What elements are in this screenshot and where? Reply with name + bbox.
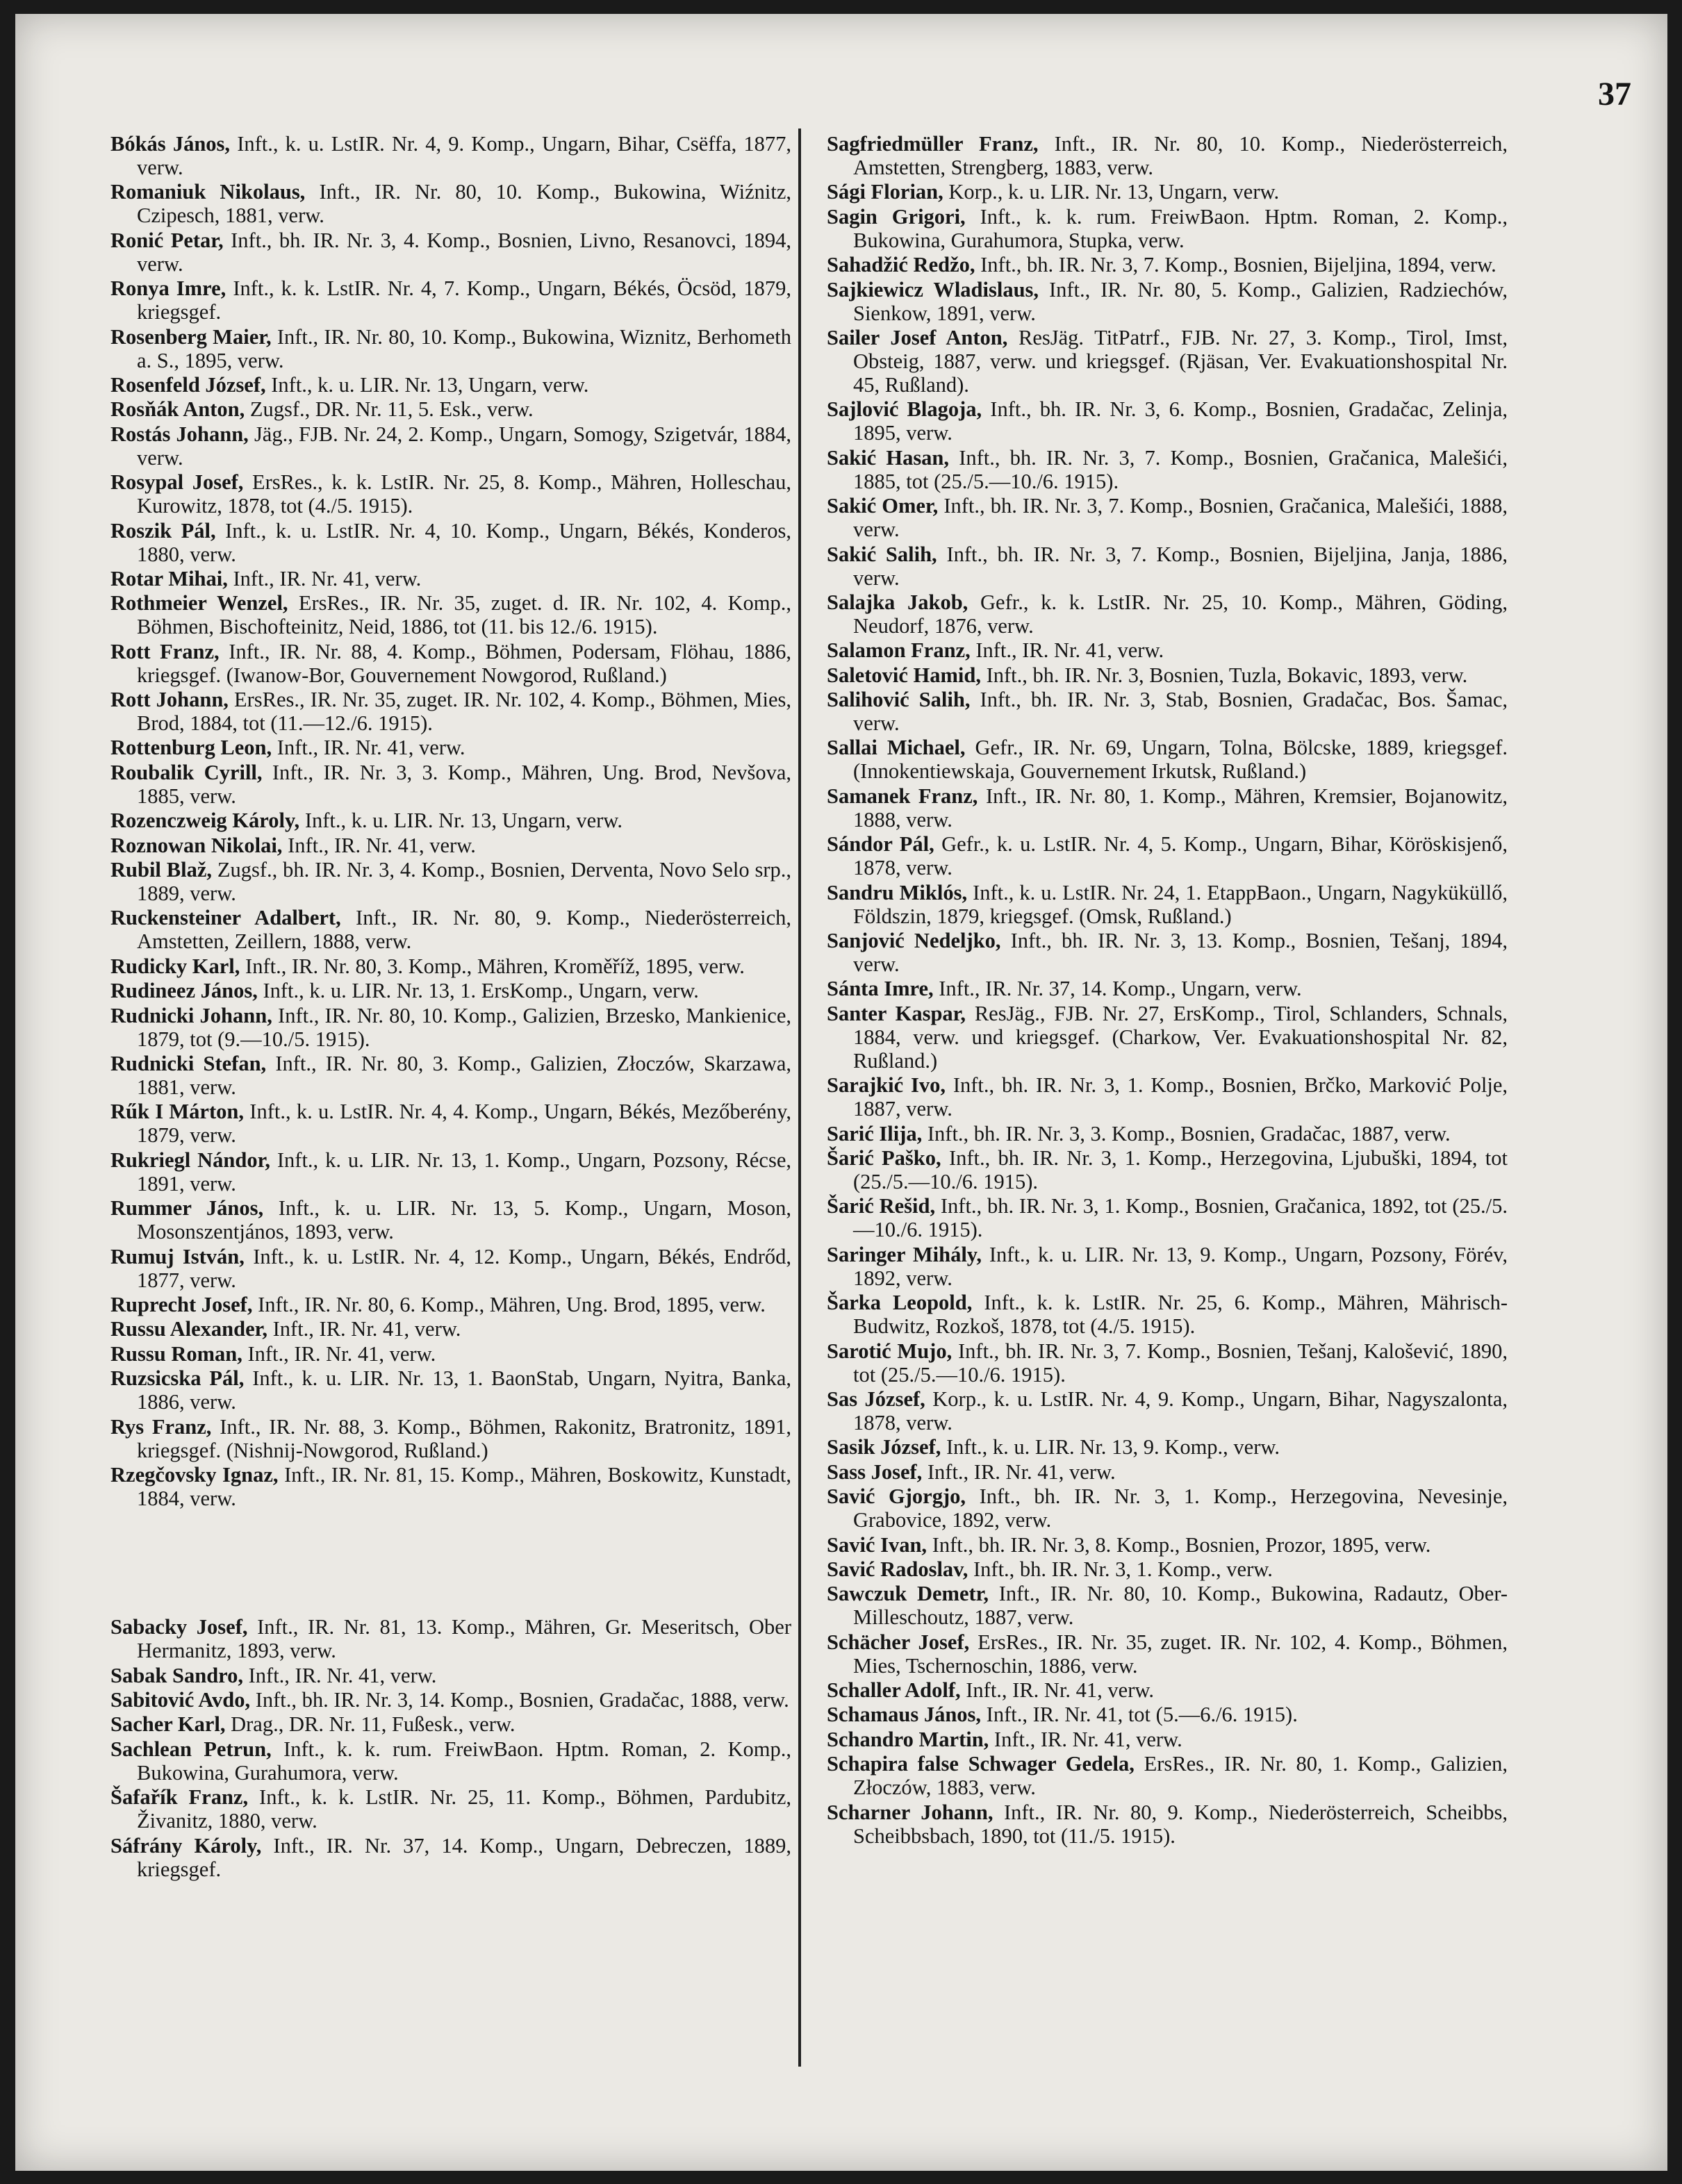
entry-details: Inft., bh. IR. Nr. 3, 1. Komp., Bosnien, Brčko, Marković Polje, 1887, verw. <box>853 1073 1508 1121</box>
entry-details: Gefr., k. k. LstIR. Nr. 25, 10. Komp., Mähren, Göding, Neudorf, 1876, verw. <box>853 590 1508 638</box>
entry-name: Sandru Miklós, <box>827 880 968 904</box>
entry-name: Salihović Salih, <box>827 688 971 712</box>
entry-details: Inft., IR. Nr. 80, 6. Komp., Mähren, Ung. Brod, 1895, verw. <box>258 1292 766 1316</box>
entry-name: Russu Roman, <box>110 1341 242 1366</box>
register-entry <box>827 1460 1508 1484</box>
entry-details: ErsRes., k. k. LstIR. Nr. 25, 8. Komp., Mähren, Holleschau, Kurowitz, 1878, tot (4./5. 1915). <box>137 470 792 518</box>
entry-details: Inft., IR. Nr. 80, 5. Komp., Galizien, Radziechów, Sienkow, 1891, verw. <box>853 277 1508 325</box>
register-entry <box>827 1387 1508 1434</box>
entry-details: Inft., bh. IR. Nr. 3, 1. Komp., Herzegovina, Nevesinje, Grabovice, 1892, verw. <box>853 1484 1508 1532</box>
register-entry <box>110 1052 791 1099</box>
entry-details: Inft., bh. IR. Nr. 3, 7. Komp., Bosnien, Bijeljina, 1894, verw. <box>980 253 1497 277</box>
entry-details: Inft., bh. IR. Nr. 3, 7. Komp., Bosnien, Gračanica, Malešići, 1888, verw. <box>853 494 1508 542</box>
entry-details: Inft., k. u. LIR. Nr. 13, 1. Komp., Ungarn, Pozsony, Récse, 1891, verw. <box>137 1148 791 1196</box>
entry-details: ErsRes., IR. Nr. 35, zuget. IR. Nr. 102, 4. Komp., Böhmen, Mies, Tschernoschin, 1886, verw. <box>853 1630 1508 1678</box>
entry-details: Inft., IR. Nr. 88, 3. Komp., Böhmen, Rakonitz, Bratronitz, 1891, kriegsgef. (Nishnij-Nowgorod, Rußland.) <box>137 1414 792 1462</box>
register-entry <box>827 1243 1508 1290</box>
entry-details: Inft., bh. IR. Nr. 3, 1. Komp., verw. <box>973 1557 1273 1581</box>
entry-list-s-continued <box>827 132 1508 1848</box>
entry-details: Inft., k. u. LIR. Nr. 13, 1. ErsKomp., Ungarn, verw. <box>263 979 699 1003</box>
register-entry <box>110 1148 791 1196</box>
entry-details: Inft., IR. Nr. 81, 15. Komp., Mähren, Boskowitz, Kunstadt, 1884, verw. <box>137 1462 792 1510</box>
entry-name: Sabacky Josef, <box>110 1615 248 1639</box>
entry-details: Inft., bh. IR. Nr. 3, Bosnien, Tuzla, Bokavic, 1893, verw. <box>986 663 1468 687</box>
entry-details: ResJäg., FJB. Nr. 27, ErsKomp., Tirol, Schlanders, Schnals, 1884, verw. und kriegsgef. (Charkow, Ver. Evakuationshospital Nr. 82, Rußland.) <box>853 1001 1508 1073</box>
entry-details: Zugsf., bh. IR. Nr. 3, 4. Komp., Bosnien, Derventa, Novo Selo srp., 1889, verw. <box>137 858 791 906</box>
register-entry <box>827 977 1508 1000</box>
register-entry <box>827 397 1508 445</box>
entry-details: Jäg., FJB. Nr. 24, 2. Komp., Ungarn, Somogy, Szigetvár, 1884, verw. <box>137 422 792 470</box>
entry-name: Samanek Franz, <box>827 784 978 808</box>
register-entry <box>827 253 1508 276</box>
entry-details: Korp., k. u. LIR. Nr. 13, Ungarn, verw. <box>948 180 1280 204</box>
entry-name: Šarić Rešid, <box>827 1194 936 1218</box>
register-entry <box>110 640 791 687</box>
entry-name: Rumuj István, <box>110 1244 245 1268</box>
entry-name: Sacher Karl, <box>110 1712 226 1737</box>
entry-name: Rummer János, <box>110 1196 264 1221</box>
entry-list-r <box>110 132 791 1510</box>
entry-details: Inft., bh. IR. Nr. 3, 8. Komp., Bosnien, Prozor, 1895, verw. <box>932 1532 1431 1557</box>
entry-name: Schächer Josef, <box>827 1630 970 1654</box>
document-page <box>15 14 1667 2171</box>
entry-details: Inft., k. u. LstIR. Nr. 4, 4. Komp., Ungarn, Békés, Mezőberény, 1879, verw. <box>137 1100 792 1148</box>
entry-name: Sakić Hasan, <box>827 445 950 470</box>
entry-name: Rys Franz, <box>110 1414 212 1439</box>
register-entry <box>827 1339 1508 1387</box>
entry-details: Inft., bh. IR. Nr. 3, Stab, Bosnien, Gradačac, Bos. Šamac, verw. <box>853 688 1508 736</box>
entry-details: Inft., bh. IR. Nr. 3, 7. Komp., Bosnien, Gračanica, Malešići, 1885, tot (25./5.—10./6. 1915). <box>853 445 1508 493</box>
entry-name: Sáfrány Károly, <box>110 1833 262 1858</box>
entry-name: Sajlović Blagoja, <box>827 397 982 422</box>
register-entry <box>827 180 1508 204</box>
entry-name: Rudineez János, <box>110 979 258 1003</box>
entry-name: Savić Radoslav, <box>827 1557 968 1581</box>
entry-name: Sahadžić Redžo, <box>827 253 975 277</box>
section-gap <box>110 1511 791 1615</box>
entry-name: Savić Gjorgjo, <box>827 1484 966 1509</box>
register-entry <box>827 832 1508 879</box>
register-entry <box>827 1752 1508 1799</box>
register-entry <box>827 784 1508 832</box>
entry-name: Rűk I Márton, <box>110 1100 244 1124</box>
entry-details: Inft., k. k. LstIR. Nr. 25, 6. Komp., Mähren, Mährisch-Budwitz, Rozkoš, 1878, tot (4./5. 1915). <box>853 1291 1508 1339</box>
register-entry <box>110 180 791 227</box>
register-entry <box>110 397 791 421</box>
entry-name: Rudnicki Johann, <box>110 1003 272 1027</box>
register-entry <box>110 1785 791 1833</box>
entry-details: Drag., DR. Nr. 11, Fußesk., verw. <box>231 1712 516 1737</box>
entry-name: Sachlean Petrun, <box>110 1737 272 1761</box>
register-entry <box>827 1484 1508 1532</box>
entry-details: Inft., IR. Nr. 41, verw. <box>288 833 476 857</box>
register-entry <box>110 954 791 978</box>
entry-name: Rosňák Anton, <box>110 397 245 422</box>
entry-details: Inft., IR. Nr. 80, 9. Komp., Niederösterreich, Scheibbs, Scheibbsbach, 1890, tot (11./5. 1915). <box>853 1800 1508 1848</box>
entry-name: Rosenfeld József, <box>110 372 266 397</box>
entry-details: Inft., k. u. LIR. Nr. 13, 1. BaonStab, Ungarn, Nyitra, Banka, 1886, verw. <box>137 1366 792 1414</box>
entry-details: ErsRes., IR. Nr. 35, zuget. IR. Nr. 102, 4. Komp., Böhmen, Mies, Brod, 1884, tot (11.—12./6. 1915). <box>137 688 792 736</box>
entry-details: Inft., IR. Nr. 80, 10. Komp., Bukowina, Wiznitz, Berhometh a. S., 1895, verw. <box>137 324 791 372</box>
register-entry <box>110 1664 791 1687</box>
entry-name: Rothmeier Wenzel, <box>110 591 288 615</box>
register-entry <box>827 446 1508 493</box>
entry-details: Inft., k. k. LstIR. Nr. 4, 7. Komp., Ungarn, Békés, Öcsöd, 1879, kriegsgef. <box>137 276 792 324</box>
register-entry <box>110 1737 791 1785</box>
entry-details: Inft., k. u. LIR. Nr. 13, Ungarn, verw. <box>304 809 622 833</box>
entry-details: Inft., IR. Nr. 41, verw. <box>993 1727 1182 1751</box>
entry-details: Inft., bh. IR. Nr. 3, 1. Komp., Bosnien, Gračanica, 1892, tot (25./5.—10./6. 1915). <box>853 1194 1508 1242</box>
entry-details: Inft., k. u. LstIR. Nr. 4, 12. Komp., Ungarn, Békés, Endrőd, 1877, verw. <box>137 1244 792 1292</box>
entry-details: Inft., IR. Nr. 41, verw. <box>927 1459 1116 1484</box>
entry-name: Sallai Michael, <box>827 736 966 760</box>
register-entry <box>827 663 1508 687</box>
entry-name: Rozenczweig Károly, <box>110 809 300 833</box>
entry-name: Salajka Jakob, <box>827 590 968 614</box>
register-entry <box>110 736 791 759</box>
entry-details: Inft., bh. IR. Nr. 3, 13. Komp., Bosnien, Tešanj, 1894, verw. <box>853 929 1508 977</box>
entry-name: Sajkiewicz Wladislaus, <box>827 277 1039 301</box>
entry-name: Rudicky Karl, <box>110 954 240 978</box>
entry-details: Gefr., IR. Nr. 69, Ungarn, Tolna, Bölcske, 1889, kriegsgef. (Innokentiewskaja, Gouvernement Irkutsk, Rußland.) <box>853 736 1508 784</box>
register-entry <box>827 1630 1508 1678</box>
entry-name: Rukriegl Nándor, <box>110 1148 270 1172</box>
register-entry <box>827 205 1508 252</box>
entry-name: Schapira false Schwager Gedela, <box>827 1752 1135 1776</box>
register-entry <box>110 761 791 808</box>
entry-details: Inft., k. u. LstIR. Nr. 4, 10. Komp., Ungarn, Békés, Konderos, 1880, verw. <box>137 518 792 566</box>
entry-details: Korp., k. u. LstIR. Nr. 4, 9. Komp., Ungarn, Bihar, Nagyszalonta, 1878, verw. <box>853 1387 1508 1434</box>
entry-name: Sabitović Avdo, <box>110 1688 251 1712</box>
register-entry <box>110 688 791 735</box>
register-entry <box>110 1615 791 1662</box>
register-entry <box>110 906 791 953</box>
entry-name: Rosypal Josef, <box>110 470 244 495</box>
register-entry <box>110 1415 791 1462</box>
entry-details: Inft., bh. IR. Nr. 3, 14. Komp., Bosnien, Gradačac, 1888, verw. <box>255 1688 789 1712</box>
entry-name: Sailer Josef Anton, <box>827 325 1008 349</box>
register-entry <box>827 1291 1508 1338</box>
register-entry <box>827 1146 1508 1193</box>
register-entry <box>110 1712 791 1736</box>
entry-list-s <box>110 1615 791 1880</box>
entry-name: Santer Kaspar, <box>827 1001 966 1025</box>
register-entry <box>110 325 791 372</box>
register-entry <box>110 1293 791 1316</box>
entry-details: Inft., IR. Nr. 80, 1. Komp., Mähren, Kremsier, Bojanowitz, 1888, verw. <box>853 784 1508 832</box>
register-entry <box>110 858 791 905</box>
entry-name: Sagfriedmüller Franz, <box>827 132 1039 156</box>
entry-details: Inft., IR. Nr. 80, 3. Komp., Mähren, Kroměříž, 1895, verw. <box>245 954 745 978</box>
register-entry <box>827 688 1508 735</box>
register-entry <box>110 276 791 324</box>
entry-name: Ronya Imre, <box>110 276 226 301</box>
entry-name: Schaller Adolf, <box>827 1678 961 1703</box>
entry-details: Inft., IR. Nr. 41, verw. <box>248 1663 437 1687</box>
entry-name: Sawczuk Demetr, <box>827 1582 989 1606</box>
entry-name: Sass Josef, <box>827 1459 923 1484</box>
register-entry <box>110 567 791 590</box>
register-entry <box>827 1582 1508 1629</box>
register-entry <box>110 809 791 832</box>
register-entry <box>110 132 791 179</box>
entry-details: Inft., k. u. LstIR. Nr. 4, 9. Komp., Ungarn, Bihar, Csëffa, 1877, verw. <box>137 132 791 179</box>
entry-name: Roszik Pál, <box>110 518 216 543</box>
register-entry <box>110 1463 791 1510</box>
entry-details: Inft., k. k. rum. FreiwBaon. Hptm. Roman, 2. Komp., Bukowina, Gurahumora, Stupka, verw. <box>853 204 1508 252</box>
register-entry <box>827 1728 1508 1751</box>
entry-name: Sagin Grigori, <box>827 204 966 229</box>
entry-name: Salamon Franz, <box>827 638 971 663</box>
register-entry <box>110 1004 791 1051</box>
entry-details: Inft., IR. Nr. 41, verw. <box>233 566 422 590</box>
entry-details: Inft., k. u. LIR. Nr. 13, Ungarn, verw. <box>271 372 589 397</box>
entry-name: Sakić Salih, <box>827 542 937 566</box>
entry-details: Inft., IR. Nr. 80, 10. Komp., Bukowina, Radautz, Ober-Milleschoutz, 1887, verw. <box>853 1582 1508 1630</box>
column-divider <box>798 129 801 2067</box>
entry-name: Ruzsicska Pál, <box>110 1366 245 1391</box>
entry-name: Ruckensteiner Adalbert, <box>110 906 341 930</box>
entry-details: Inft., k. u. LIR. Nr. 13, 9. Komp., verw. <box>946 1435 1280 1459</box>
entry-name: Saringer Mihály, <box>827 1242 982 1266</box>
entry-name: Rosenberg Maier, <box>110 324 272 349</box>
entry-details: Inft., IR. Nr. 41, verw. <box>277 736 465 760</box>
entry-name: Rudnicki Stefan, <box>110 1051 267 1075</box>
entry-name: Bókás János, <box>110 132 231 156</box>
register-entry <box>110 1317 791 1341</box>
register-entry <box>827 1703 1508 1726</box>
entry-details: Gefr., k. u. LstIR. Nr. 4, 5. Komp., Ungarn, Bihar, Köröskisjenő, 1878, verw. <box>853 832 1508 880</box>
entry-name: Rubil Blaž, <box>110 858 212 882</box>
entry-name: Roubalik Cyrill, <box>110 760 263 784</box>
entry-details: Inft., IR. Nr. 88, 4. Komp., Böhmen, Podersam, Flöhau, 1886, kriegsgef. (Iwanow-Bor, Gouvernement Nowgorod, Rußland.) <box>137 639 792 687</box>
entry-details: ErsRes., IR. Nr. 35, zuget. d. IR. Nr. 102, 4. Komp., Böhmen, Bischofteinitz, Neid, 1886, tot (11. bis 12./6. 1915). <box>137 591 791 639</box>
entry-name: Sánta Imre, <box>827 977 934 1001</box>
register-entry <box>110 834 791 857</box>
entry-details: Inft., bh. IR. Nr. 3, 1. Komp., Herzegovina, Ljubuški, 1894, tot (25./5.—10./6. 1915). <box>853 1145 1508 1193</box>
register-entry <box>827 590 1508 638</box>
register-entry <box>827 929 1508 976</box>
entry-details: Inft., bh. IR. Nr. 3, 7. Komp., Bosnien, Tešanj, Kalošević, 1890, tot (25./5.—10./6. 1915). <box>853 1339 1508 1387</box>
entry-details: Inft., bh. IR. Nr. 3, 4. Komp., Bosnien, Livno, Resanovci, 1894, verw. <box>137 228 792 276</box>
entry-details: Inft., k. u. LIR. Nr. 13, 5. Komp., Ungarn, Moson, Mosonszentjános, 1893, verw. <box>137 1196 791 1244</box>
entry-name: Rostás Johann, <box>110 422 249 446</box>
register-entry <box>110 422 791 470</box>
register-entry <box>827 494 1508 541</box>
entry-name: Saletović Hamid, <box>827 663 981 687</box>
entry-name: Šarić Paško, <box>827 1145 941 1170</box>
register-entry <box>110 470 791 518</box>
entry-name: Sándor Pál, <box>827 832 934 857</box>
entry-name: Savić Ivan, <box>827 1532 927 1557</box>
register-entry <box>827 1557 1508 1581</box>
register-entry <box>110 1100 791 1147</box>
entry-name: Rotar Mihai, <box>110 566 228 590</box>
register-entry <box>827 881 1508 928</box>
entry-details: Inft., IR. Nr. 80, 9. Komp., Niederösterreich, Amstetten, Zeillern, 1888, verw. <box>137 906 791 954</box>
register-entry <box>110 1366 791 1414</box>
register-entry <box>827 132 1508 179</box>
entry-name: Scharner Johann, <box>827 1800 993 1824</box>
entry-name: Roznowan Nikolai, <box>110 833 283 857</box>
entry-name: Rott Franz, <box>110 639 220 663</box>
register-entry <box>827 326 1508 397</box>
entry-details: ErsRes., IR. Nr. 80, 1. Komp., Galizien, Złoczów, 1883, verw. <box>853 1752 1508 1800</box>
entry-name: Sarotić Mujo, <box>827 1339 953 1363</box>
entry-name: Šarka Leopold, <box>827 1291 973 1315</box>
entry-name: Schandro Martin, <box>827 1727 989 1751</box>
register-entry <box>827 1002 1508 1073</box>
register-entry <box>827 278 1508 325</box>
register-entry <box>110 979 791 1002</box>
entry-name: Šafařík Franz, <box>110 1785 249 1810</box>
entry-details: Inft., IR. Nr. 37, 14. Komp., Ungarn, verw. <box>939 977 1302 1001</box>
register-entry <box>110 1196 791 1243</box>
entry-details: Inft., IR. Nr. 80, 10. Komp., Bukowina, Wiźnitz, Czipesch, 1881, verw. <box>137 180 791 228</box>
entry-name: Ronić Petar, <box>110 228 224 252</box>
entry-details: Inft., IR. Nr. 41, tot (5.—6./6. 1915). <box>986 1703 1298 1727</box>
register-entry <box>827 638 1508 662</box>
entry-name: Sarajkić Ivo, <box>827 1073 946 1098</box>
register-entry <box>827 1801 1508 1848</box>
register-entry <box>110 373 791 397</box>
entry-details: Inft., IR. Nr. 81, 13. Komp., Mähren, Gr. Meseritsch, Ober Hermanitz, 1893, verw. <box>137 1615 791 1663</box>
register-entry <box>110 591 791 638</box>
entry-details: Inft., IR. Nr. 41, verw. <box>247 1341 436 1366</box>
left-column <box>110 132 791 1882</box>
page-number: 37 <box>1598 76 1631 113</box>
right-column <box>827 132 1508 1848</box>
register-entry <box>827 1073 1508 1120</box>
register-entry <box>827 1678 1508 1702</box>
register-entry <box>827 1533 1508 1557</box>
entry-name: Russu Alexander, <box>110 1317 267 1341</box>
entry-details: Inft., IR. Nr. 41, verw. <box>966 1678 1155 1703</box>
entry-details: Inft., bh. IR. Nr. 3, 6. Komp., Bosnien, Gradačac, Zelinja, 1895, verw. <box>853 397 1508 445</box>
entry-details: Inft., IR. Nr. 80, 10. Komp., Niederösterreich, Amstetten, Strengberg, 1883, verw. <box>853 132 1508 179</box>
entry-details: Inft., k. u. LstIR. Nr. 24, 1. EtappBaon., Ungarn, Nagyküküllő, Földszin, 1879, kriegsgef. (Omsk, Rußland.) <box>853 880 1508 928</box>
entry-details: Inft., IR. Nr. 37, 14. Komp., Ungarn, Debreczen, 1889, kriegsgef. <box>137 1833 791 1881</box>
entry-name: Sakić Omer, <box>827 494 939 518</box>
entry-details: Inft., IR. Nr. 41, verw. <box>272 1317 461 1341</box>
entry-details: Inft., bh. IR. Nr. 3, 3. Komp., Bosnien, Gradačac, 1887, verw. <box>927 1121 1451 1145</box>
entry-name: Sarić Ilija, <box>827 1121 923 1145</box>
register-entry <box>110 1245 791 1292</box>
entry-name: Rott Johann, <box>110 688 229 712</box>
entry-name: Sanjović Nedeljko, <box>827 929 1001 953</box>
entry-details: Zugsf., DR. Nr. 11, 5. Esk., verw. <box>249 397 534 422</box>
entry-name: Schamaus János, <box>827 1703 982 1727</box>
entry-details: Inft., k. u. LIR. Nr. 13, 9. Komp., Ungarn, Pozsony, Förév, 1892, verw. <box>853 1242 1508 1290</box>
entry-name: Sasik József, <box>827 1435 941 1459</box>
entry-details: Inft., k. k. LstIR. Nr. 25, 11. Komp., Böhmen, Pardubitz, Živanitz, 1880, verw. <box>137 1785 791 1833</box>
register-entry <box>110 1688 791 1712</box>
entry-name: Ruprecht Josef, <box>110 1292 253 1316</box>
entry-details: Inft., IR. Nr. 3, 3. Komp., Mähren, Ung. Brod, Nevšova, 1885, verw. <box>137 760 791 808</box>
entry-name: Sági Florian, <box>827 180 943 204</box>
entry-details: ResJäg. TitPatrf., FJB. Nr. 27, 3. Komp., Tirol, Imst, Obsteig, 1887, verw. und kriegsgef. (Rjäsan, Ver. Evakuationshospital Nr. 45, Rußland). <box>853 325 1508 397</box>
entry-details: Inft., bh. IR. Nr. 3, 7. Komp., Bosnien, Bijeljina, Janja, 1886, verw. <box>853 542 1508 590</box>
register-entry <box>110 229 791 276</box>
register-entry <box>110 1342 791 1366</box>
register-entry <box>827 1122 1508 1145</box>
entry-name: Sabak Sandro, <box>110 1663 244 1687</box>
entry-details: Inft., k. k. rum. FreiwBaon. Hptm. Roman, 2. Komp., Bukowina, Gurahumora, verw. <box>137 1737 791 1785</box>
entry-name: Sas József, <box>827 1387 925 1411</box>
entry-details: Inft., IR. Nr. 41, verw. <box>975 638 1164 663</box>
entry-name: Romaniuk Nikolaus, <box>110 180 306 204</box>
entry-details: Inft., IR. Nr. 80, 10. Komp., Galizien, Brzesko, Mankienice, 1879, tot (9.—10./5. 1915). <box>137 1003 792 1051</box>
register-entry <box>827 1194 1508 1241</box>
register-entry <box>110 1834 791 1881</box>
entry-details: Inft., IR. Nr. 80, 3. Komp., Galizien, Złoczów, Skarzawa, 1881, verw. <box>137 1051 792 1099</box>
register-entry <box>827 1435 1508 1459</box>
register-entry <box>827 736 1508 783</box>
register-entry <box>827 543 1508 590</box>
register-entry <box>110 519 791 566</box>
entry-name: Rzegčovsky Ignaz, <box>110 1462 279 1487</box>
entry-name: Rottenburg Leon, <box>110 736 272 760</box>
